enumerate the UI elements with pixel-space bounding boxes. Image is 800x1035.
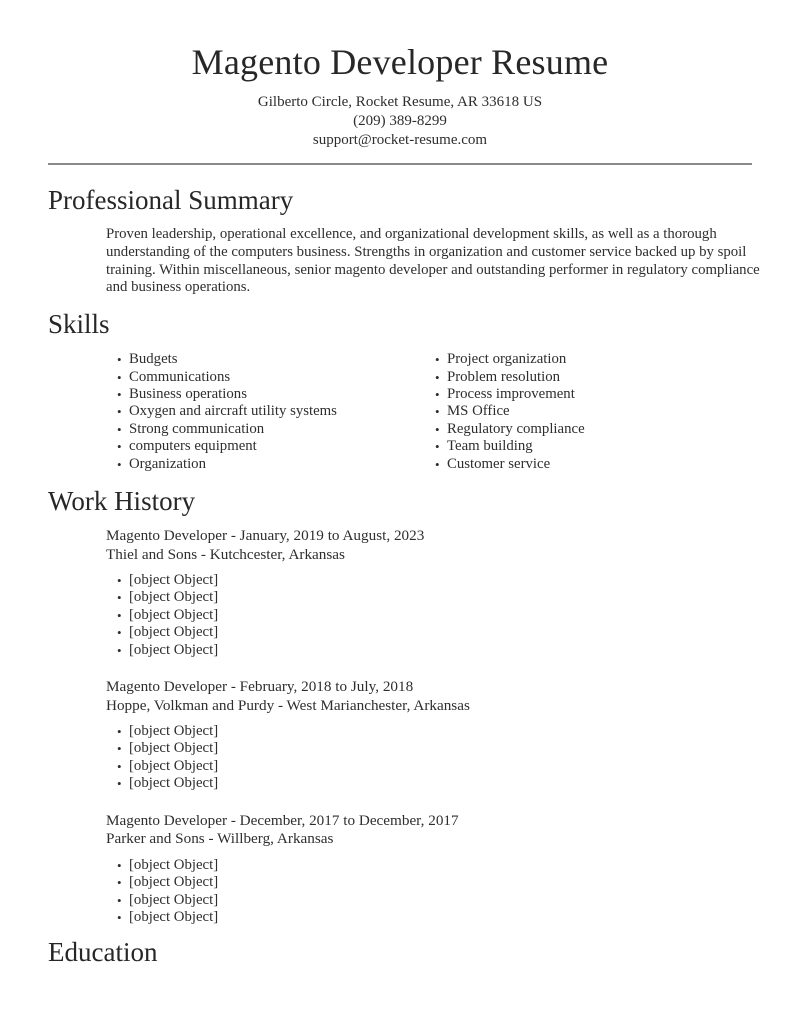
header-divider bbox=[48, 163, 752, 165]
skills-column-left bbox=[116, 351, 434, 473]
job-bullet: • [object Object] bbox=[116, 572, 776, 589]
job-bullet: • [object Object] bbox=[116, 740, 776, 757]
skill-item: • Strong communication bbox=[116, 421, 434, 438]
job-company-line: Parker and Sons - Willberg, Arkansas bbox=[106, 830, 334, 848]
job-bullet: • [object Object] bbox=[116, 892, 776, 909]
job-bullet: • [object Object] bbox=[116, 642, 776, 659]
work-history-heading: Work History bbox=[48, 486, 196, 517]
skill-item: • Communications bbox=[116, 369, 434, 386]
job-company-line: Hoppe, Volkman and Purdy - West Marianchester, Arkansas bbox=[106, 696, 470, 714]
job-bullet: • [object Object] bbox=[116, 857, 776, 874]
section-education bbox=[48, 937, 752, 968]
skill-item: • MS Office bbox=[434, 403, 585, 420]
skill-item: • Oxygen and aircraft utility systems bbox=[116, 403, 434, 420]
section-skills bbox=[48, 309, 752, 473]
professional-summary-text: Proven leadership, operational excellence, and organizational development skills, as well as a thorough understanding of the computers business. Strengths in organization and customer service backed up by spoil training. Within miscellaneous, senior magento developer and outstanding performer in regulatory compliance and business operations. bbox=[106, 226, 760, 296]
job-bullet: • [object Object] bbox=[116, 624, 776, 641]
job-entry bbox=[48, 678, 752, 793]
skills-column-right bbox=[434, 351, 585, 473]
skill-item: • Business operations bbox=[116, 386, 434, 403]
section-professional-summary bbox=[48, 185, 760, 297]
section-work-history bbox=[48, 486, 752, 926]
job-company-line: Thiel and Sons - Kutchcester, Arkansas bbox=[106, 545, 345, 563]
job-bullet: • [object Object] bbox=[116, 775, 776, 792]
job-bullet: • [object Object] bbox=[116, 874, 776, 891]
skill-item: • Organization bbox=[116, 456, 434, 473]
resume-header bbox=[48, 42, 752, 150]
contact-address: Gilberto Circle, Rocket Resume, AR 33618 US bbox=[257, 94, 543, 110]
skills-columns bbox=[48, 351, 752, 473]
skill-item: • computers equipment bbox=[116, 438, 434, 455]
skill-item: • Team building bbox=[434, 438, 585, 455]
skills-heading: Skills bbox=[48, 309, 110, 340]
job-title-line: Magento Developer - February, 2018 to July, 2018 bbox=[106, 678, 414, 696]
skill-item: • Regulatory compliance bbox=[434, 421, 585, 438]
job-bullet: • [object Object] bbox=[116, 607, 776, 624]
contact-email: support@rocket-resume.com bbox=[312, 132, 488, 148]
job-bullet-list bbox=[116, 723, 776, 793]
job-entry bbox=[48, 812, 752, 927]
professional-summary-heading: Professional Summary bbox=[48, 185, 294, 215]
contact-block bbox=[48, 93, 752, 150]
job-bullet: • [object Object] bbox=[116, 589, 776, 606]
job-bullet: • [object Object] bbox=[116, 723, 776, 740]
contact-phone: (209) 389-8299 bbox=[353, 113, 447, 129]
job-title-line: Magento Developer - December, 2017 to December, 2017 bbox=[106, 811, 459, 829]
job-entry bbox=[48, 527, 752, 659]
job-bullet-list bbox=[116, 572, 776, 659]
job-bullet-list bbox=[116, 857, 776, 927]
skill-item: • Process improvement bbox=[434, 386, 585, 403]
education-heading: Education bbox=[48, 937, 158, 968]
skill-item: • Budgets bbox=[116, 351, 434, 368]
skill-item: • Problem resolution bbox=[434, 369, 585, 386]
job-bullet: • [object Object] bbox=[116, 909, 776, 926]
skill-item: • Project organization bbox=[434, 351, 585, 368]
job-title-line: Magento Developer - January, 2019 to August, 2023 bbox=[106, 527, 425, 545]
job-list bbox=[48, 527, 752, 926]
skill-item: • Customer service bbox=[434, 456, 585, 473]
job-bullet: • [object Object] bbox=[116, 758, 776, 775]
resume-title: Magento Developer Resume bbox=[191, 42, 609, 82]
